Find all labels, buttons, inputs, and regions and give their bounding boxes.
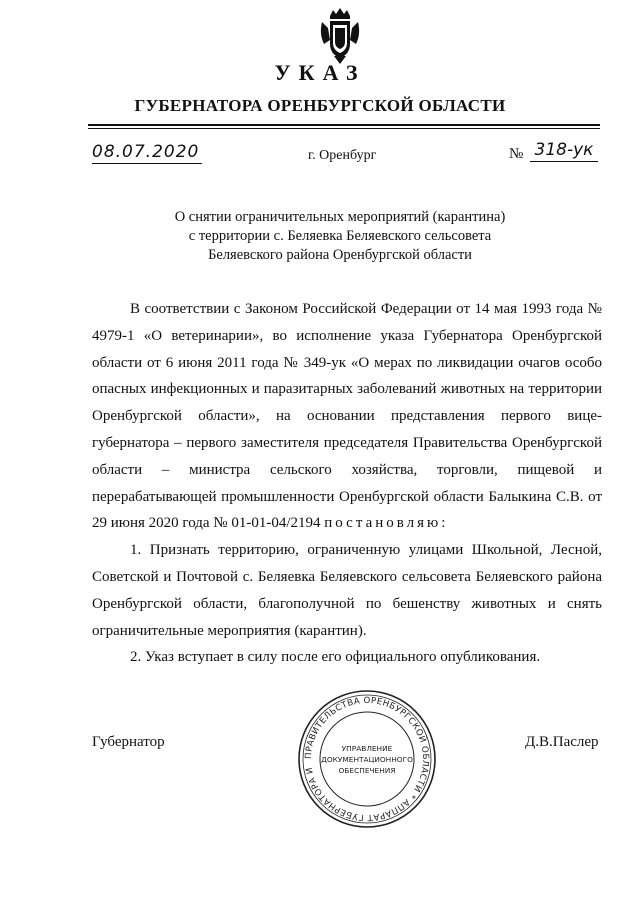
document-subject	[120, 208, 560, 265]
document-subtitle: ГУБЕРНАТОРА ОРЕНБУРГСКОЙ ОБЛАСТИ	[134, 96, 506, 115]
document-title: УКАЗ	[274, 60, 366, 85]
preamble-paragraph	[92, 296, 602, 537]
document-date: 08.07.2020	[92, 142, 202, 164]
document-number: 318-ук	[530, 140, 598, 162]
document-city: г. Оренбург	[308, 148, 377, 163]
official-stamp	[296, 688, 438, 830]
signatory-position: Губернатор	[92, 734, 165, 750]
header-rule-thin	[88, 128, 600, 129]
document-body	[92, 296, 602, 671]
stamp-ring-text: ПРАВИТЕЛЬСТВА ОРЕНБУРГСКОЙ ОБЛАСТИ * АППАРАТ ГУБЕРНАТОРА И	[303, 695, 431, 823]
stamp-center-line-2: ДОКУМЕНТАЦИОННОГО	[321, 755, 413, 764]
preamble-text: В соответствии с Законом Российской Федерации от 14 мая 1993 года № 4979-1 «О ветеринарии», во исполнение указа Губернатора Оренбургской области от 6 июня 2011 года № 349-ук «О мерах по ликвидации очагов особо опасных инфекционных и паразитарных заболеваний животных на территории Оренбургской области», на основании представления первого вице-губернатора – первого заместителя председателя Правительства Оренбургской области – министра сельского хозяйства, торговли, пищевой и перерабатывающей промышленности Оренбургской области Балыкина С.В. от 29 июня 2020 года № 01-01-04/2194	[92, 301, 602, 532]
item-2-paragraph: 2. Указ вступает в силу после его официального опубликования.	[130, 649, 541, 666]
subject-line-2: с территории с. Беляевка Беляевского сельсовета	[188, 228, 492, 244]
decree-word: постановляю:	[324, 515, 449, 532]
signatory-name: Д.В.Паслер	[525, 734, 599, 750]
stamp-center-line-1: УПРАВЛЕНИЕ	[341, 744, 393, 753]
number-label: №	[509, 146, 524, 162]
subject-line-3: Беляевского района Оренбургской области	[208, 247, 472, 263]
header-rule	[88, 124, 600, 126]
stamp-center-line-3: ОБЕСПЕЧЕНИЯ	[338, 766, 396, 775]
item-1-paragraph: 1. Признать территорию, ограниченную улицами Школьной, Лесной, Советской и Почтовой с. Беляевка Беляевского сельсовета Беляевского района Оренбургской области, благополучной по бешенству животных и снять ограничительные мероприятия (карантин).	[92, 542, 602, 639]
coat-of-arms-icon	[318, 8, 362, 64]
subject-line-1: О снятии ограничительных мероприятий (карантина)	[174, 209, 506, 225]
